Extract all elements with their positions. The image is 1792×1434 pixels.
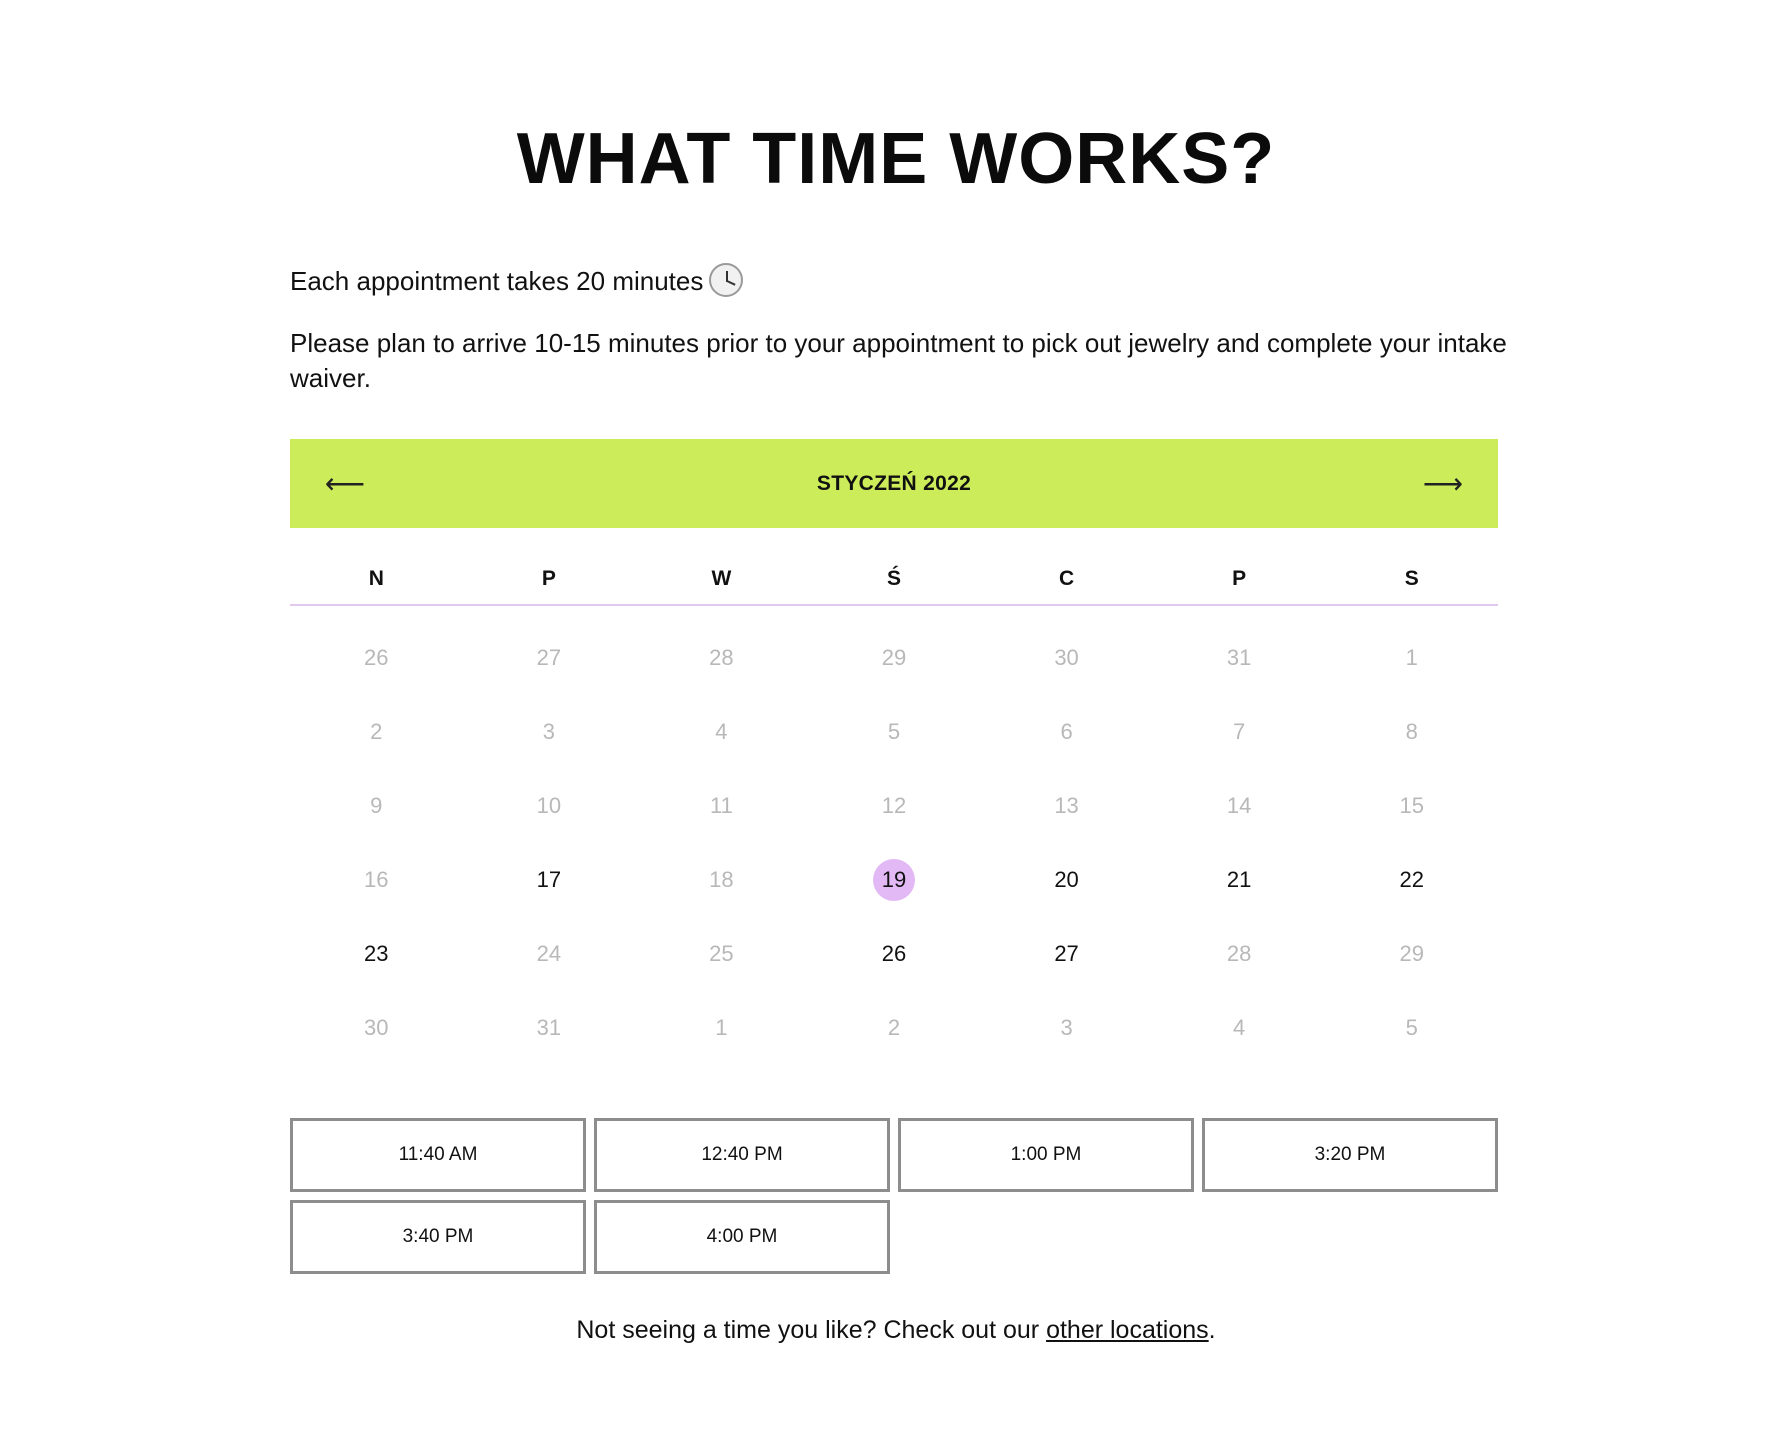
day-number: 6 xyxy=(1060,719,1073,744)
day-number: 1 xyxy=(1405,645,1418,670)
calendar-day xyxy=(1325,917,1498,991)
day-number: 27 xyxy=(1054,941,1079,966)
calendar-day xyxy=(1153,917,1326,991)
time-slot-button[interactable]: 12:40 PM xyxy=(594,1118,890,1192)
calendar-day xyxy=(1325,769,1498,843)
calendar-day xyxy=(290,621,463,695)
calendar-header xyxy=(290,439,1498,528)
calendar-day xyxy=(290,843,463,917)
day-number: 27 xyxy=(536,645,562,670)
day-number: 4 xyxy=(715,719,728,744)
day-number: 14 xyxy=(1226,793,1252,818)
day-number: 3 xyxy=(542,719,555,744)
day-number: 13 xyxy=(1054,793,1079,818)
day-number: 18 xyxy=(709,867,734,892)
calendar-day xyxy=(635,917,808,991)
day-number: 21 xyxy=(1226,867,1252,892)
calendar-day xyxy=(808,769,981,843)
day-number: 26 xyxy=(364,645,389,670)
weekday-label: Ś xyxy=(886,567,901,590)
day-number: 2 xyxy=(370,719,383,744)
footer-period: . xyxy=(1208,1316,1216,1344)
weekday-header-row xyxy=(290,556,1498,606)
calendar-day xyxy=(1153,695,1326,769)
calendar-day xyxy=(808,991,981,1065)
next-month-arrow-icon[interactable]: ⟶ xyxy=(1422,468,1464,499)
day-number: 20 xyxy=(1054,867,1079,892)
weekday-label: S xyxy=(1404,567,1419,590)
calendar-day xyxy=(635,695,808,769)
calendar-day xyxy=(290,769,463,843)
day-number: 26 xyxy=(881,941,907,966)
time-slot-list xyxy=(290,1118,1498,1274)
calendar-day xyxy=(808,621,981,695)
day-number: 23 xyxy=(364,941,389,966)
calendar-day xyxy=(1325,991,1498,1065)
day-number: 28 xyxy=(709,645,734,670)
calendar-day xyxy=(980,621,1153,695)
other-locations-note xyxy=(0,1316,1792,1345)
day-number: 4 xyxy=(1233,1015,1246,1040)
day-number: 7 xyxy=(1233,719,1246,744)
other-locations-link[interactable]: other locations xyxy=(1046,1316,1209,1344)
calendar-day[interactable] xyxy=(290,917,463,991)
day-number: 3 xyxy=(1060,1015,1073,1040)
day-number: 19 xyxy=(873,859,915,901)
page-title: WHAT TIME WORKS? xyxy=(516,119,1276,199)
calendar-day xyxy=(290,695,463,769)
calendar-day xyxy=(635,991,808,1065)
weekday-label: W xyxy=(711,567,732,590)
calendar-day xyxy=(1153,621,1326,695)
calendar-day[interactable] xyxy=(1153,843,1326,917)
duration-label: Each appointment takes 20 minutes xyxy=(290,266,704,296)
calendar-day xyxy=(1325,695,1498,769)
calendar-day xyxy=(980,695,1153,769)
calendar-day-grid xyxy=(290,621,1498,1065)
calendar-day[interactable] xyxy=(463,843,636,917)
calendar-day xyxy=(808,695,981,769)
weekday-label: P xyxy=(541,567,556,590)
calendar-day-selected[interactable] xyxy=(808,843,981,917)
calendar-day xyxy=(1153,991,1326,1065)
day-number: 5 xyxy=(887,719,901,744)
calendar-day[interactable] xyxy=(980,917,1153,991)
day-number: 24 xyxy=(536,941,562,966)
calendar-day xyxy=(463,695,636,769)
calendar-day xyxy=(463,991,636,1065)
calendar-day xyxy=(1325,621,1498,695)
day-number: 9 xyxy=(370,793,383,818)
weekday-label: C xyxy=(1058,567,1075,590)
day-number: 11 xyxy=(710,793,733,818)
prev-month-arrow-icon[interactable]: ⟵ xyxy=(324,468,366,499)
time-slot-button[interactable]: 3:20 PM xyxy=(1202,1118,1498,1192)
calendar-day xyxy=(980,991,1153,1065)
day-number: 29 xyxy=(881,645,907,670)
day-number: 10 xyxy=(536,793,562,818)
calendar-day xyxy=(463,621,636,695)
day-number: 30 xyxy=(364,1015,389,1040)
time-slot-button[interactable]: 3:40 PM xyxy=(290,1200,586,1274)
appointment-duration-text xyxy=(290,264,1510,300)
calendar-day[interactable] xyxy=(1325,843,1498,917)
day-number: 31 xyxy=(1226,645,1252,670)
day-number: 1 xyxy=(715,1015,728,1040)
day-number: 30 xyxy=(1054,645,1079,670)
day-number: 28 xyxy=(1226,941,1252,966)
calendar-day xyxy=(463,769,636,843)
footer-text: Not seeing a time you like? Check out our xyxy=(576,1316,1047,1344)
calendar-day[interactable] xyxy=(808,917,981,991)
month-label: STYCZEŃ 2022 xyxy=(816,471,972,495)
time-slot-button[interactable]: 4:00 PM xyxy=(594,1200,890,1274)
day-number: 12 xyxy=(881,793,907,818)
calendar-day xyxy=(980,769,1153,843)
calendar-day xyxy=(463,917,636,991)
clock-icon xyxy=(709,263,743,297)
calendar-day[interactable] xyxy=(980,843,1153,917)
day-number: 31 xyxy=(536,1015,562,1040)
day-number: 22 xyxy=(1399,867,1424,892)
day-number: 29 xyxy=(1399,941,1424,966)
time-slot-button[interactable]: 1:00 PM xyxy=(898,1118,1194,1192)
day-number: 15 xyxy=(1399,793,1424,818)
arrival-instructions: Please plan to arrive 10-15 minutes prior to your appointment to pick out jewelry and complete your intake waiver. xyxy=(290,328,1507,393)
day-number: 17 xyxy=(536,867,562,892)
day-number: 8 xyxy=(1405,719,1418,744)
day-number: 2 xyxy=(887,1015,901,1040)
calendar-day xyxy=(635,769,808,843)
calendar-day xyxy=(1153,769,1326,843)
weekday-label: N xyxy=(368,567,384,590)
day-number: 5 xyxy=(1405,1015,1418,1040)
day-number: 25 xyxy=(709,941,734,966)
calendar-day xyxy=(290,991,463,1065)
time-slot-button[interactable]: 11:40 AM xyxy=(290,1118,586,1192)
calendar-day xyxy=(635,843,808,917)
weekday-label: P xyxy=(1232,567,1247,590)
calendar-day xyxy=(635,621,808,695)
day-number: 16 xyxy=(364,867,389,892)
